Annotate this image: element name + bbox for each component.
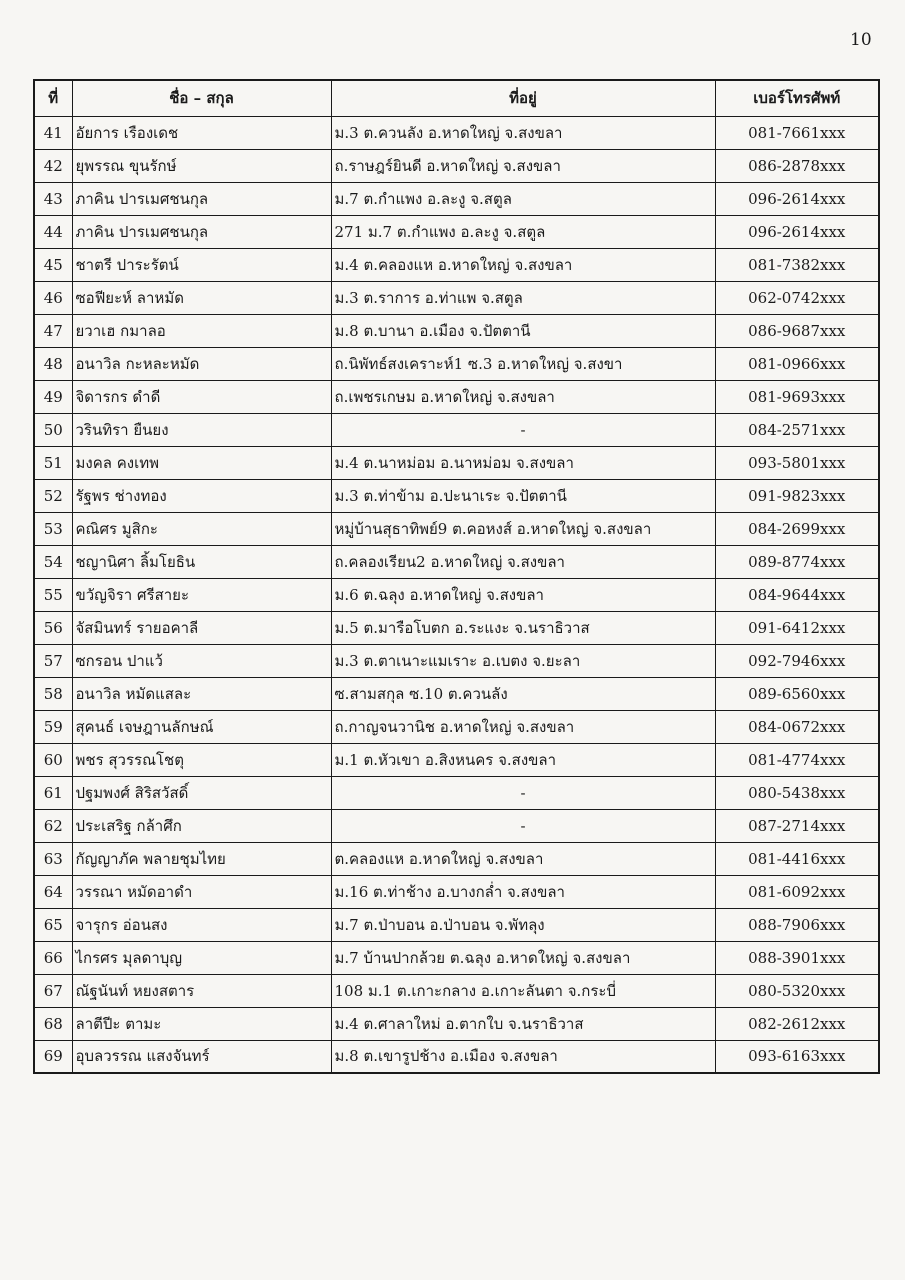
address-cell: หมู่บ้านสุธาทิพย์9 ต.คอหงส์ อ.หาดใหญ่ จ.สงขลา — [331, 512, 715, 545]
name-cell: ปฐมพงศ์ สิริสวัสดิ์ — [72, 776, 331, 809]
table-row — [34, 512, 879, 545]
table-row — [34, 116, 879, 149]
table-row — [34, 182, 879, 215]
row-number-cell: 62 — [34, 809, 72, 842]
address-cell: ม.4 ต.ศาลาใหม่ อ.ตากใบ จ.นราธิวาส — [331, 1007, 715, 1040]
table-row — [34, 875, 879, 908]
address-cell: ถ.ราษฎร์ยินดี อ.หาดใหญ่ จ.สงขลา — [331, 149, 715, 182]
phone-cell: 080-5438xxx — [715, 776, 879, 809]
table-row — [34, 380, 879, 413]
name-cell: ประเสริฐ กล้าศึก — [72, 809, 331, 842]
row-number-cell: 57 — [34, 644, 72, 677]
name-cell: ซอฟียะห์ ลาหมัด — [72, 281, 331, 314]
phone-cell: 081-6092xxx — [715, 875, 879, 908]
row-number-cell: 46 — [34, 281, 72, 314]
phone-cell: 081-7661xxx — [715, 116, 879, 149]
phone-cell: 081-4416xxx — [715, 842, 879, 875]
phone-cell: 082-2612xxx — [715, 1007, 879, 1040]
table-row — [34, 413, 879, 446]
address-cell: ม.3 ต.ท่าข้าม อ.ปะนาเระ จ.ปัตตานี — [331, 479, 715, 512]
table-row — [34, 809, 879, 842]
row-number-cell: 42 — [34, 149, 72, 182]
row-number-cell: 50 — [34, 413, 72, 446]
address-cell: ถ.คลองเรียน2 อ.หาดใหญ่ จ.สงขลา — [331, 545, 715, 578]
phone-cell: 081-4774xxx — [715, 743, 879, 776]
address-cell: ม.8 ต.บานา อ.เมือง จ.ปัตตานี — [331, 314, 715, 347]
address-cell: ม.16 ต.ท่าช้าง อ.บางกล่ำ จ.สงขลา — [331, 875, 715, 908]
header-phone: เบอร์โทรศัพท์ — [715, 80, 879, 116]
row-number-cell: 56 — [34, 611, 72, 644]
name-cell: คณิศร มูสิกะ — [72, 512, 331, 545]
name-cell: ยุพรรณ ขุนรักษ์ — [72, 149, 331, 182]
name-cell: สุคนธ์ เจษฎานลักษณ์ — [72, 710, 331, 743]
header-address: ที่อยู่ — [331, 80, 715, 116]
phone-cell: 080-5320xxx — [715, 974, 879, 1007]
row-number-cell: 49 — [34, 380, 72, 413]
header-no: ที่ — [34, 80, 72, 116]
table-row — [34, 281, 879, 314]
address-cell: 108 ม.1 ต.เกาะกลาง อ.เกาะลันตา จ.กระบี่ — [331, 974, 715, 1007]
address-cell: ม.3 ต.ตาเนาะแมเราะ อ.เบตง จ.ยะลา — [331, 644, 715, 677]
table-row — [34, 677, 879, 710]
row-number-cell: 68 — [34, 1007, 72, 1040]
address-cell: ม.5 ต.มารือโบตก อ.ระแงะ จ.นราธิวาส — [331, 611, 715, 644]
name-cell: ยวาเฮ กมาลอ — [72, 314, 331, 347]
table-row — [34, 1007, 879, 1040]
row-number-cell: 61 — [34, 776, 72, 809]
address-cell: ม.4 ต.นาหม่อม อ.นาหม่อม จ.สงขลา — [331, 446, 715, 479]
row-number-cell: 59 — [34, 710, 72, 743]
row-number-cell: 63 — [34, 842, 72, 875]
address-cell: ม.3 ต.ควนลัง อ.หาดใหญ่ จ.สงขลา — [331, 116, 715, 149]
table-row — [34, 743, 879, 776]
row-number-cell: 64 — [34, 875, 72, 908]
table-row — [34, 611, 879, 644]
row-number-cell: 54 — [34, 545, 72, 578]
phone-cell: 091-9823xxx — [715, 479, 879, 512]
table-row — [34, 215, 879, 248]
name-cell: อัยการ เรืองเดช — [72, 116, 331, 149]
table-row — [34, 1040, 879, 1073]
name-cell: ณัฐนันท์ หยงสตาร — [72, 974, 331, 1007]
name-cell: ภาคิน ปารเมศชนกุล — [72, 182, 331, 215]
address-cell: ถ.เพชรเกษม อ.หาดใหญ่ จ.สงขลา — [331, 380, 715, 413]
address-cell: ม.7 ต.ป่าบอน อ.ป่าบอน จ.พัทลุง — [331, 908, 715, 941]
table-row — [34, 578, 879, 611]
name-cell: อนาวิล กะหละหมัด — [72, 347, 331, 380]
row-number-cell: 65 — [34, 908, 72, 941]
address-cell: - — [331, 809, 715, 842]
phone-cell: 081-7382xxx — [715, 248, 879, 281]
table-row — [34, 908, 879, 941]
row-number-cell: 43 — [34, 182, 72, 215]
header-name: ชื่อ – สกุล — [72, 80, 331, 116]
phone-cell: 089-8774xxx — [715, 545, 879, 578]
table-row — [34, 149, 879, 182]
name-cell: อุบลวรรณ แสงจันทร์ — [72, 1040, 331, 1073]
table-row — [34, 941, 879, 974]
name-cell: พชร สุวรรณโชตุ — [72, 743, 331, 776]
address-cell: ต.คลองแห อ.หาดใหญ่ จ.สงขลา — [331, 842, 715, 875]
name-cell: จัสมินทร์ รายอคาลี — [72, 611, 331, 644]
name-cell: ขวัญจิรา ศรีสายะ — [72, 578, 331, 611]
name-cell: ซกรอน ปาแว้ — [72, 644, 331, 677]
table-row — [34, 842, 879, 875]
name-cell: อนาวิล หมัดแสละ — [72, 677, 331, 710]
row-number-cell: 69 — [34, 1040, 72, 1073]
phone-cell: 086-2878xxx — [715, 149, 879, 182]
name-cell: จิดารกร ดำดี — [72, 380, 331, 413]
table-row — [34, 710, 879, 743]
address-cell: ม.4 ต.คลองแห อ.หาดใหญ่ จ.สงขลา — [331, 248, 715, 281]
table-row — [34, 644, 879, 677]
address-cell: 271 ม.7 ต.กำแพง อ.ละงู จ.สตูล — [331, 215, 715, 248]
row-number-cell: 44 — [34, 215, 72, 248]
name-cell: จารุกร อ่อนสง — [72, 908, 331, 941]
phone-cell: 087-2714xxx — [715, 809, 879, 842]
name-cell: ไกรศร มุลดาบุญ — [72, 941, 331, 974]
phone-cell: 088-3901xxx — [715, 941, 879, 974]
table-row — [34, 248, 879, 281]
phone-cell: 081-9693xxx — [715, 380, 879, 413]
name-cell: ภาคิน ปารเมศชนกุล — [72, 215, 331, 248]
address-cell: - — [331, 413, 715, 446]
roster-body — [34, 116, 879, 1073]
row-number-cell: 41 — [34, 116, 72, 149]
table-row — [34, 545, 879, 578]
row-number-cell: 67 — [34, 974, 72, 1007]
phone-cell: 086-9687xxx — [715, 314, 879, 347]
page-number: 10 — [850, 30, 872, 50]
name-cell: มงคล คงเทพ — [72, 446, 331, 479]
row-number-cell: 66 — [34, 941, 72, 974]
name-cell: วรรณา หมัดอาดำ — [72, 875, 331, 908]
row-number-cell: 47 — [34, 314, 72, 347]
row-number-cell: 51 — [34, 446, 72, 479]
phone-cell: 096-2614xxx — [715, 215, 879, 248]
name-cell: รัฐพร ช่างทอง — [72, 479, 331, 512]
table-row — [34, 314, 879, 347]
phone-cell: 096-2614xxx — [715, 182, 879, 215]
name-cell: ชาตรี ปาระรัตน์ — [72, 248, 331, 281]
row-number-cell: 52 — [34, 479, 72, 512]
row-number-cell: 60 — [34, 743, 72, 776]
phone-cell: 093-6163xxx — [715, 1040, 879, 1073]
phone-cell: 084-2699xxx — [715, 512, 879, 545]
address-cell: - — [331, 776, 715, 809]
name-cell: ลาตีปีะ ตามะ — [72, 1007, 331, 1040]
phone-cell: 084-2571xxx — [715, 413, 879, 446]
address-cell: ม.7 บ้านปากล้วย ต.ฉลุง อ.หาดใหญ่ จ.สงขลา — [331, 941, 715, 974]
table-row — [34, 974, 879, 1007]
phone-cell: 093-5801xxx — [715, 446, 879, 479]
address-cell: ม.1 ต.หัวเขา อ.สิงหนคร จ.สงขลา — [331, 743, 715, 776]
table-row — [34, 776, 879, 809]
header-row — [34, 80, 879, 116]
address-cell: ม.6 ต.ฉลุง อ.หาดใหญ่ จ.สงขลา — [331, 578, 715, 611]
row-number-cell: 45 — [34, 248, 72, 281]
phone-cell: 084-0672xxx — [715, 710, 879, 743]
phone-cell: 091-6412xxx — [715, 611, 879, 644]
phone-cell: 089-6560xxx — [715, 677, 879, 710]
row-number-cell: 48 — [34, 347, 72, 380]
table-row — [34, 479, 879, 512]
name-cell: วรินทิรา ยืนยง — [72, 413, 331, 446]
name-cell: กัญญาภัค พลายชุมไทย — [72, 842, 331, 875]
row-number-cell: 53 — [34, 512, 72, 545]
name-cell: ชญานิศา ลิ้มโยธิน — [72, 545, 331, 578]
row-number-cell: 58 — [34, 677, 72, 710]
address-cell: ถ.กาญจนวานิช อ.หาดใหญ่ จ.สงขลา — [331, 710, 715, 743]
phone-cell: 088-7906xxx — [715, 908, 879, 941]
table-row — [34, 347, 879, 380]
address-cell: ม.3 ต.ราการ อ.ท่าแพ จ.สตูล — [331, 281, 715, 314]
phone-cell: 092-7946xxx — [715, 644, 879, 677]
address-cell: ถ.นิพัทธ์สงเคราะห์1 ซ.3 อ.หาดใหญ่ จ.สงขา — [331, 347, 715, 380]
address-cell: ม.7 ต.กำแพง อ.ละงู จ.สตูล — [331, 182, 715, 215]
phone-cell: 084-9644xxx — [715, 578, 879, 611]
address-cell: ซ.สามสกุล ซ.10 ต.ควนลัง — [331, 677, 715, 710]
phone-cell: 062-0742xxx — [715, 281, 879, 314]
address-cell: ม.8 ต.เขารูปช้าง อ.เมือง จ.สงขลา — [331, 1040, 715, 1073]
phone-cell: 081-0966xxx — [715, 347, 879, 380]
table-row — [34, 446, 879, 479]
row-number-cell: 55 — [34, 578, 72, 611]
roster-table — [33, 79, 880, 1074]
